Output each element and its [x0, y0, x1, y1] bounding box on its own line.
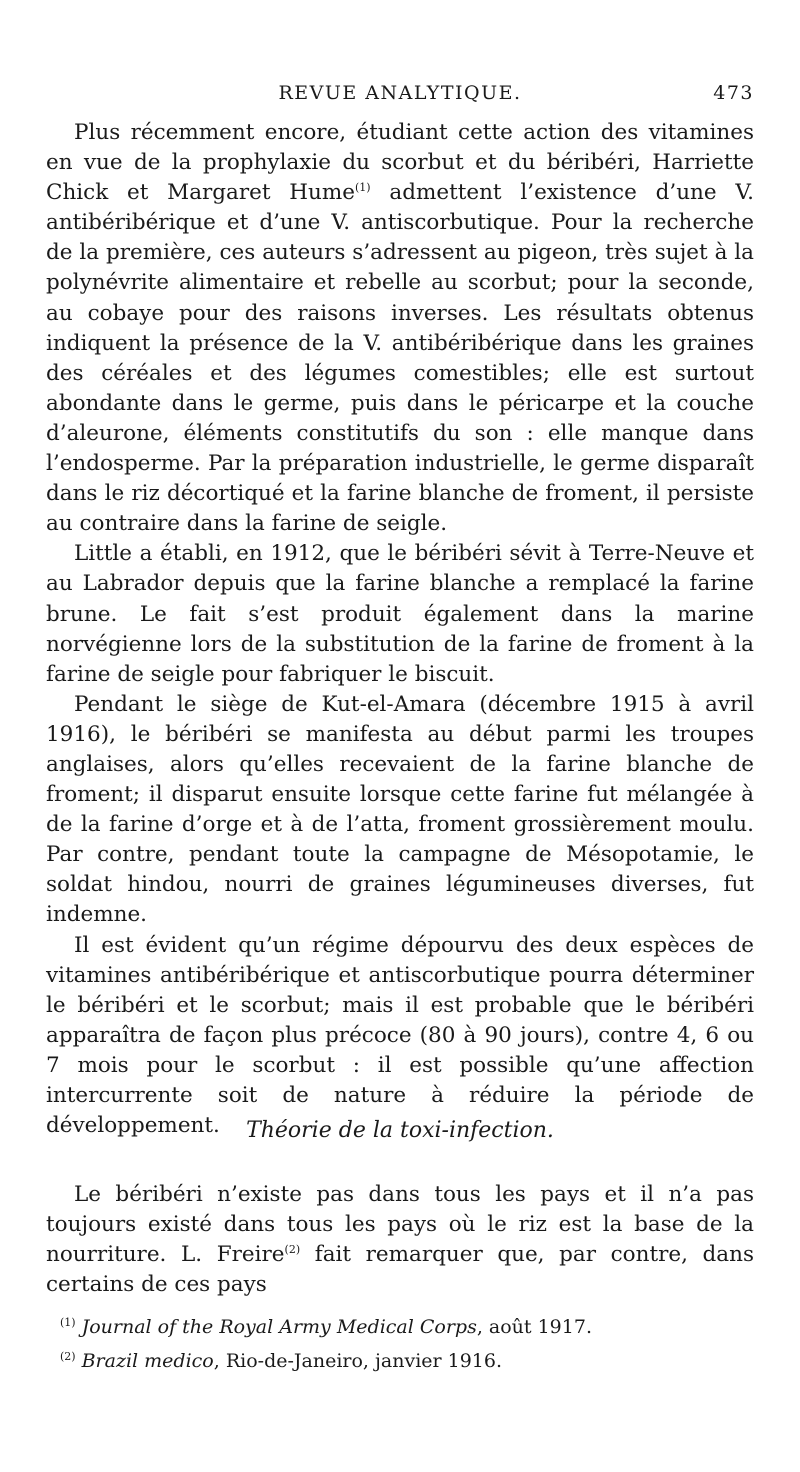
paragraph-little: Little a établi, en 1912, que le béribéri sévit à Terre-Neuve et au Labrador depuis que la farine blanche a remplacé la farine brune. Le fait s’est produit également dans la marine norvégienne lors de la substitution de la farine de froment à la farine de seigle pour fabriquer le biscuit.	[46, 541, 754, 687]
footnote	[60, 1308, 754, 1342]
footnote-ref: (2)	[284, 1243, 301, 1257]
footnotes	[60, 1308, 754, 1376]
paragraph-kut-el-amara: Pendant le siège de Kut-el-Amara (décembre 1915 à avril 1916), le béribéri se manifesta au début parmi les troupes anglaises, alors qu’elles recevaient de la farine blanche de froment; il disparut ensuite lorsque cette farine fut mélangée à de la farine d’orge et à de l’atta, froment grossièrement moulu. Par contre, pendant toute la campagne de Mésopotamie, le soldat hindou, nourri de graines légumineuses diverses, fut indemne.	[46, 691, 754, 928]
footnote-detail: , août 1917.	[476, 1316, 592, 1338]
paragraph-text: admettent l’existence d’une V. antibéribérique et d’une V. antiscorbutique. Pour la recherche de la première, ces auteurs s’adressent au pigeon, très sujet à la polynévrite alimentaire et rebelle au scorbut; pour la seconde, au cobaye pour des raisons inverses. Les résultats obtenus indiquent la présence de la V. antibéribérique dans les graines des céréales et des légumes comestibles; elle est surtout abondante dans le germe, puis dans le péricarpe et la couche d’aleurone, éléments constitutifs du son : elle manque dans l’endosperme. Par la préparation industrielle, le germe disparaît dans le riz décortiqué et la farine blanche de froment, il persiste au contraire dans la farine de seigle.	[46, 180, 754, 537]
footnote	[60, 1342, 754, 1376]
footnote-detail: , Rio-de-Janeiro, janvier 1916.	[213, 1350, 503, 1372]
footnote-ref: (1)	[355, 181, 371, 195]
paragraph-vitamins	[46, 118, 754, 539]
paragraph-text: Plus récemment encore, étudiant cette action des vitamines en vue de la prophylaxie du scorbut et du béribéri, Harriette Chick et Margaret Hume	[46, 120, 754, 206]
running-title: REVUE ANALYTIQUE.	[278, 82, 522, 104]
document-page	[46, 0, 754, 1472]
paragraph-regime: Il est évident qu’un régime dépourvu des deux espèces de vitamines antibéribérique et antiscorbutique pourra déterminer le béribéri et le scorbut; mais il est probable que le béribéri apparaîtra de façon plus précoce (80 à 90 jours), contre 4, 6 ou 7 mois pour le scorbut : il est possible qu’une affection intercurrente soit de nature à réduire la période de développement.	[46, 932, 754, 1139]
footnote-source: Brazil medico	[81, 1350, 214, 1372]
running-header	[46, 82, 754, 112]
paragraph-freire	[46, 1180, 754, 1300]
footnote-source: Journal of the Royal Army Medical Corps	[81, 1316, 477, 1338]
body-text	[46, 118, 754, 1141]
footnote-mark: (2)	[60, 1350, 76, 1363]
page-number: 473	[713, 82, 754, 104]
section-heading: Théorie de la toxi-infection.	[246, 1118, 554, 1143]
footnote-mark: (1)	[60, 1316, 76, 1329]
paragraph-text: Le béribéri n’existe pas dans tous les pays et il n’a pas toujours existé dans tous les pays où le riz est la base de la nourriture. L. Freire	[46, 1182, 754, 1268]
paragraph-text: fait remarquer que, par contre, dans certains de ces pays	[46, 1242, 754, 1298]
